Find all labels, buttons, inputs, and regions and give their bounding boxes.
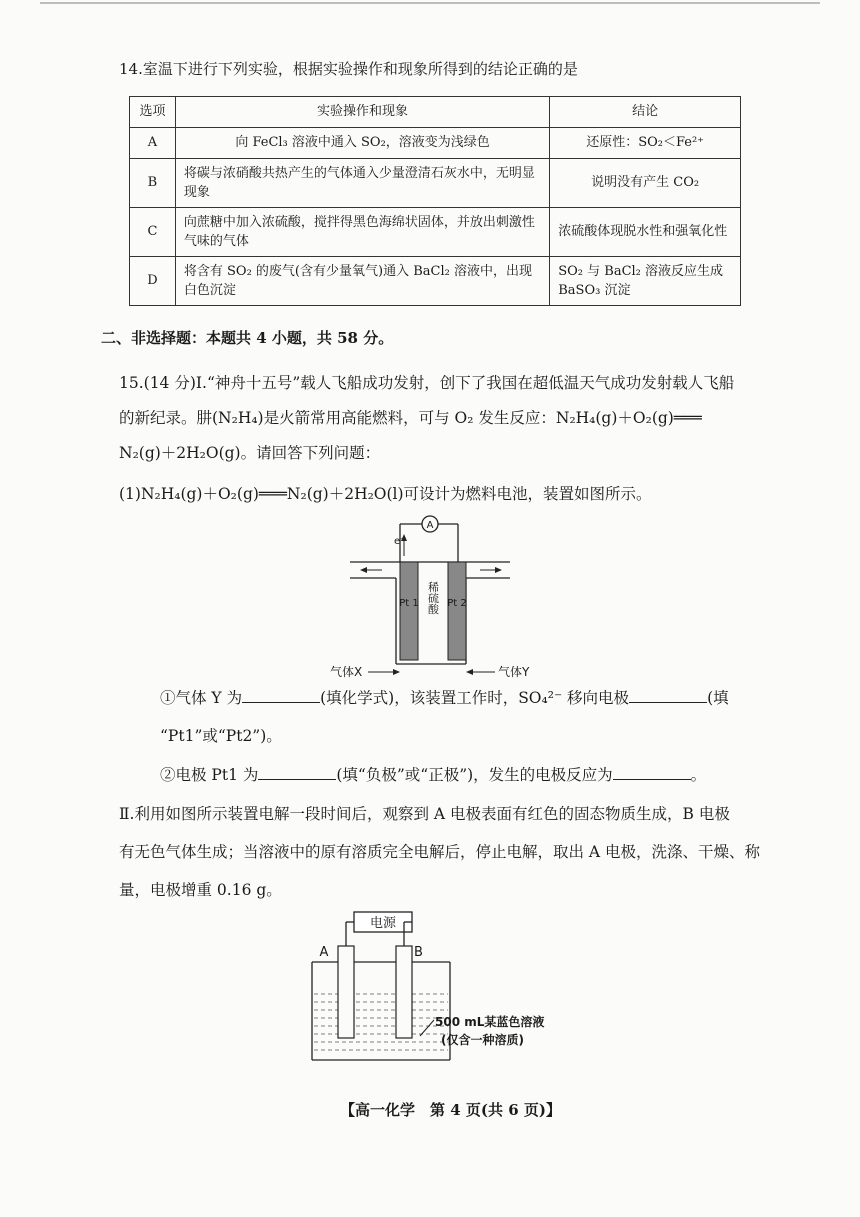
q15-intro-line2: 的新纪录。肼(N₂H₄)是火箭常用高能燃料，可与 O₂ 发生反应：N₂H₄(g)＋O₂(g)═══: [119, 409, 702, 427]
electrode-b: [396, 946, 412, 1038]
blank1-post: (填: [707, 689, 729, 707]
row-operation: 向 FeCl₃ 溶液中通入 SO₂，溶液变为浅绿色: [175, 128, 549, 159]
part2-line2: 有无色气体生成；当溶液中的原有溶质完全电解后，停止电解，取出 A 电极，洗涤、干燥、称: [119, 843, 761, 861]
row-option: D: [130, 257, 176, 306]
electron-label: e⁻: [394, 536, 406, 547]
q15-blank1-line2: “Pt1”或“Pt2”)。: [160, 727, 282, 745]
table-row: [130, 159, 741, 208]
blank1-pre: ①气体 Y 为: [160, 689, 243, 707]
row-option: B: [130, 159, 176, 208]
gas-x-arrow-icon: [393, 669, 400, 675]
row-conclusion: 说明没有产生 CO₂: [550, 159, 741, 208]
electrolysis-diagram: [310, 908, 570, 1078]
blank2-mid: (填“负极”或“正极”)，发生的电极反应为: [336, 766, 613, 784]
table-row: [130, 257, 741, 306]
gas-y-label: 气体Y: [498, 665, 530, 679]
gas-x-label: 气体X: [330, 665, 363, 679]
table-header-row: [130, 97, 741, 128]
gas-y-arrow-icon: [466, 669, 473, 675]
outlet-left-arrow-icon: [360, 567, 367, 573]
part2-line1: Ⅱ.利用如图所示装置电解一段时间后，观察到 A 电极表面有红色的固态物质生成，B 电极: [119, 805, 730, 823]
q15-intro-line1: 15.(14 分)Ⅰ.“神舟十五号”载人飞船成功发射，创下了我国在超低温天气成功发射载人飞船: [119, 374, 735, 392]
row-conclusion: 还原性：SO₂＜Fe²⁺: [550, 128, 741, 159]
header-operation: 实验操作和现象: [175, 97, 549, 128]
outlet-right-arrow-icon: [495, 567, 502, 573]
q15-intro-line3: N₂(g)＋2H₂O(g)。请回答下列问题：: [119, 444, 381, 462]
blank1-mid: (填化学式)，该装置工作时，SO₄²⁻ 移向电极: [320, 689, 630, 707]
ammeter-label: A: [426, 520, 434, 531]
electrolyte-label: 稀硫酸: [426, 581, 440, 615]
header-conclusion: 结论: [550, 97, 741, 128]
answer-blank-electrode[interactable]: [629, 688, 707, 703]
table-row: [130, 128, 741, 159]
row-operation: 将碳与浓硝酸共热产生的气体通入少量澄清石灰水中，无明显现象: [175, 159, 549, 208]
row-conclusion: 浓硫酸体现脱水性和强氧化性: [550, 208, 741, 257]
table-row: [130, 208, 741, 257]
row-operation: 将含有 SO₂ 的废气(含有少量氧气)通入 BaCl₂ 溶液中，出现白色沉淀: [175, 257, 549, 306]
electrode-pt2: [448, 562, 466, 660]
solution-label-line1: 500 mL某蓝色溶液: [435, 1015, 545, 1029]
question-14-title: 14.室温下进行下列实验，根据实验操作和现象所得到的结论正确的是: [119, 60, 578, 78]
power-label: 电源: [369, 916, 397, 931]
row-conclusion: SO₂ 与 BaCl₂ 溶液反应生成 BaSO₃ 沉淀: [550, 257, 741, 306]
q15-sub1: (1)N₂H₄(g)＋O₂(g)═══N₂(g)＋2H₂O(l)可设计为燃料电池，装置如图所示。: [119, 485, 652, 503]
page-top-rule: [40, 2, 820, 4]
fuel-cell-diagram: [320, 512, 530, 682]
answer-blank-pole[interactable]: [258, 765, 336, 780]
solution-label-line2: (仅含一种溶质): [441, 1033, 524, 1047]
q15-blank1: [160, 686, 729, 708]
header-option: 选项: [130, 97, 176, 128]
pt1-label: Pt 1: [399, 598, 419, 609]
answer-blank-reaction[interactable]: [613, 765, 691, 780]
row-operation: 向蔗糖中加入浓硫酸，搅拌得黑色海绵状固体，并放出刺激性气味的气体: [175, 208, 549, 257]
blank2-pre: ②电极 Pt1 为: [160, 766, 259, 784]
page-footer: 【高一化学 第 4 页(共 6 页)】: [340, 1101, 561, 1119]
electrode-a: [338, 946, 354, 1038]
part2-line3: 量，电极增重 0.16 g。: [119, 881, 282, 899]
experiment-table: [129, 96, 741, 306]
electrode-pt1: [400, 562, 418, 660]
electrode-a-label: A: [319, 945, 329, 960]
blank2-post: 。: [690, 766, 707, 784]
answer-blank-gas-y[interactable]: [242, 688, 320, 703]
pt2-label: Pt 2: [447, 598, 467, 609]
section-heading: 二、非选择题：本题共 4 小题，共 58 分。: [101, 329, 394, 347]
q15-blank2: [160, 763, 706, 785]
electrode-b-label: B: [414, 945, 423, 960]
row-option: C: [130, 208, 176, 257]
row-option: A: [130, 128, 176, 159]
solution-hatch: [314, 994, 448, 1050]
